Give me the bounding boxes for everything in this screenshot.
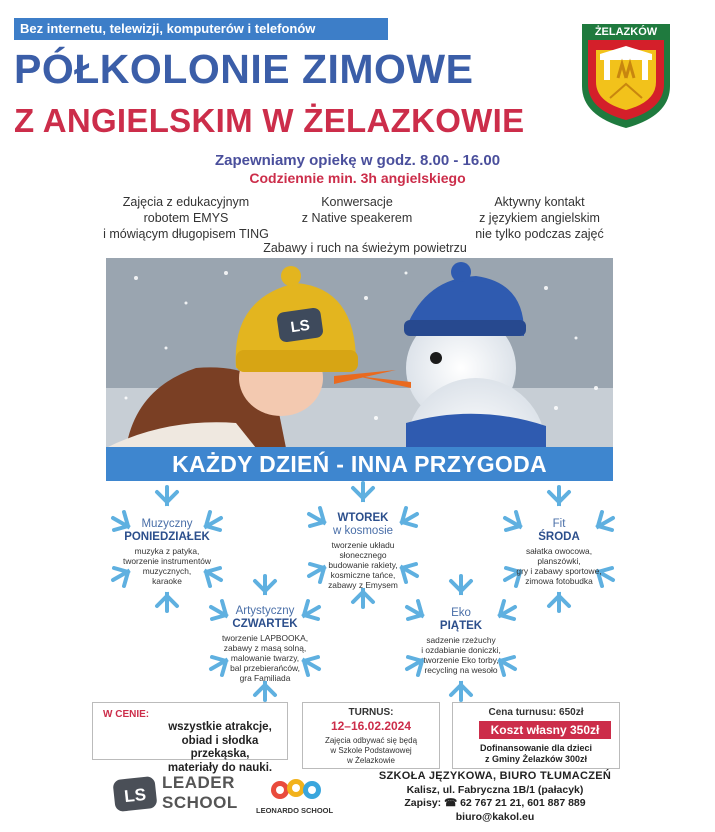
contact-email[interactable]: biuro@kakol.eu xyxy=(455,810,535,823)
care-hours: Zapewniamy opiekę w godz. 8.00 - 16.00 xyxy=(214,152,501,169)
turnus-price: Cena turnusu: 650zł xyxy=(488,707,584,718)
day-card-friday: Eko PIĄTEK sadzenie rzeżuchy i ozdabianie doniczki, tworzenie Eko torby, recycling na wesoło xyxy=(396,573,526,703)
turnus-label: TURNUS: xyxy=(348,707,394,718)
school-text: SCHOOL xyxy=(162,793,238,812)
english-daily: Codziennie min. 3h angielskiego xyxy=(249,170,466,186)
turnus-box: TURNUS: 12–16.02.2024 Zajęcia odbywać się będą w Szkole Podstawowej w Żelazkowie xyxy=(302,702,440,769)
feature-contact: Aktywny kontakt z językiem angielskim nie tylko podczas zajęć xyxy=(475,195,604,241)
turnus-dates: 12–16.02.2024 xyxy=(330,719,412,733)
contact-phones: Zapisy: ☎ 62 767 21 21, 601 887 889 xyxy=(404,797,586,809)
winter-photo xyxy=(106,258,613,448)
contact-block xyxy=(356,770,634,824)
contact-address: Kalisz, ul. Fabryczna 1B/1 (pałacyk) xyxy=(406,783,584,796)
feature-robot: Zajęcia z edukacyjnym robotem EMYS i mówiącym długopisem TING xyxy=(103,195,269,241)
price-includes-box: W CENIE: wszystkie atrakcje, obiad i słodka przekąska, materiały do nauki. xyxy=(92,702,288,760)
crest-label: ŻELAZKÓW xyxy=(594,26,658,38)
hat-logo: LS xyxy=(289,316,311,337)
feature-outdoor: Zabawy i ruch na świeżym powietrzu xyxy=(263,241,467,255)
tagline-banner: KAŻDY DZIEŃ - INNA PRZYGODA xyxy=(106,447,613,481)
page-title: PÓŁKOLONIE ZIMOWE xyxy=(14,46,474,92)
feature-native: Konwersacje z Native speakerem xyxy=(301,195,413,225)
price-includes-label: W CENIE: xyxy=(103,709,150,720)
day-card-monday: Muzyczny PONIEDZIAŁEK muzyka z patyka, tworzenie instrumentów muzycznych, karaoke xyxy=(102,484,232,614)
cost-box: Cena turnusu: 650zł Koszt własny 350zł Dofinansowanie dla dzieci z Gminy Żelazków 300zł xyxy=(452,702,620,769)
contact-heading: SZKOŁA JĘZYKOWA, BIURO TŁUMACZEŃ xyxy=(378,770,612,782)
day-card-thursday: Artystyczny CZWARTEK tworzenie LAPBOOKA, zabawy z masą solną, malowanie twarzy, bal przebierańców, gra Familiada xyxy=(200,573,330,703)
own-cost-badge: Koszt własny 350zł xyxy=(479,721,611,739)
day-card-wednesday: Fit ŚRODA sałatka owocowa, planszówki, gry i zabawy sportowe, zimowa fotobudka xyxy=(494,484,624,614)
day-card-tuesday: WTOREK w kosmosie tworzenie układu słonecznego budowanie rakiety, kosmiczne tańce, zabawy z Emysem xyxy=(298,480,428,610)
ls-mark: LS xyxy=(123,784,147,807)
zelazkow-crest xyxy=(578,20,674,130)
leader-text: LEADER xyxy=(162,773,235,792)
page-subtitle: Z ANGIELSKIM W ŻELAZKOWIE xyxy=(14,102,525,139)
leonardo-school-text: LEONARDO SCHOOL xyxy=(256,806,334,815)
top-banner: Bez internetu, telewizji, komputerów i telefonów xyxy=(14,18,388,40)
